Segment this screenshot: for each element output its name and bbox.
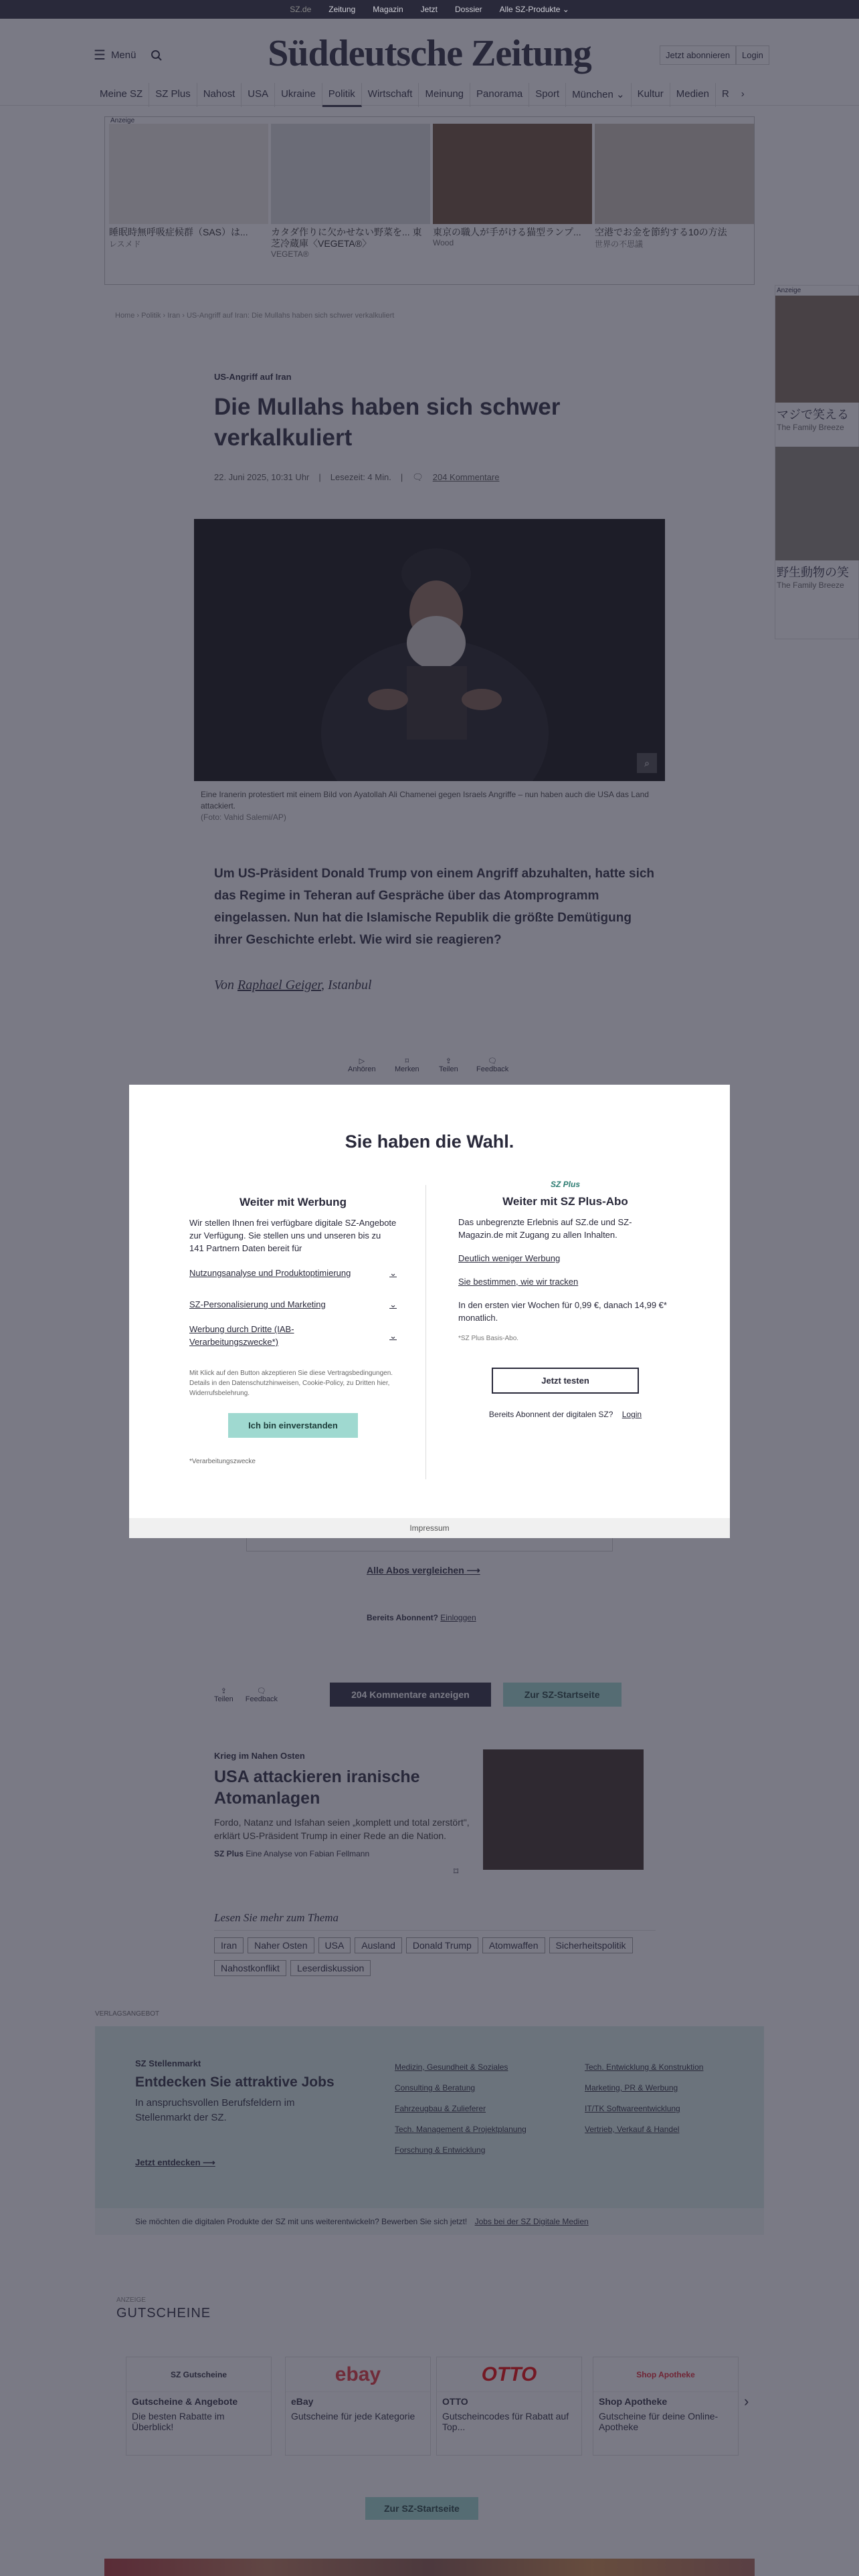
accordion-label: Nutzungsanalyse und Produktoptimierung	[189, 1268, 351, 1278]
accordion-usage[interactable]	[189, 1267, 397, 1279]
modal-divider	[425, 1185, 426, 1479]
topbar-link-jetzt[interactable]: Jetzt	[420, 5, 438, 14]
chevron-down-icon: ⌄	[389, 1299, 397, 1309]
topbar-link-sz[interactable]: SZ.de	[290, 5, 312, 14]
chevron-down-icon: ⌄	[389, 1330, 397, 1341]
topbar-link-products[interactable]: Alle SZ-Produkte ⌄	[499, 5, 569, 14]
sz-plus-logo: SZ Plus	[550, 1180, 580, 1189]
modal-login-link[interactable]: Login	[622, 1410, 642, 1419]
consent-fineprint: Mit Klick auf den Button akzeptieren Sie diese Vertragsbedingungen. Details in den Datenschutzhinweisen, Cookie-Policy, zu Dritten hier, Widerrufsbelehrung.	[189, 1370, 393, 1397]
purposes-link[interactable]: *Verarbeitungszwecke	[189, 1458, 256, 1465]
abo-note: *SZ Plus Basis-Abo.	[458, 1335, 519, 1342]
accordion-third-party[interactable]	[189, 1323, 397, 1348]
topbar-link-magazin[interactable]: Magazin	[373, 5, 403, 14]
consent-abo-column	[458, 1178, 672, 1421]
impressum-link[interactable]: Impressum	[129, 1518, 730, 1538]
ads-heading: Weiter mit Werbung	[240, 1196, 347, 1208]
topbar-link-dossier[interactable]: Dossier	[454, 5, 482, 14]
ads-text: Wir stellen Ihnen frei verfügbare digitale SZ-Angebote zur Verfügung. Sie stellen uns und unseren bis zu 141 Partnern Daten bereit für	[189, 1218, 397, 1253]
accordion-personalisation[interactable]	[189, 1298, 397, 1311]
abo-price: In den ersten vier Wochen für 0,99 €, danach 14,99 €* monatlich.	[458, 1300, 667, 1323]
topbar-link-zeitung[interactable]: Zeitung	[328, 5, 356, 14]
modal-title: Sie haben die Wahl.	[345, 1132, 514, 1152]
accept-button[interactable]: Ich bin einverstanden	[228, 1413, 358, 1438]
accordion-label: SZ-Personalisierung und Marketing	[189, 1299, 326, 1309]
accordion-label: Werbung durch Dritte (IAB-Verarbeitungszwecke*)	[189, 1324, 294, 1347]
top-bar	[0, 0, 859, 19]
already-subscriber-text: Bereits Abonnent der digitalen SZ?	[488, 1410, 613, 1419]
abo-text: Das unbegrenzte Erlebnis auf SZ.de und SZ-Magazin.de mit Zugang zu allen Inhalten.	[458, 1217, 632, 1240]
tracking-link[interactable]: Sie bestimmen, wie wir tracken	[458, 1277, 579, 1287]
consent-ads-column	[189, 1196, 397, 1468]
abo-login-row	[458, 1408, 672, 1421]
try-abo-button[interactable]: Jetzt testen	[492, 1368, 639, 1394]
less-ads-link[interactable]: Deutlich weniger Werbung	[458, 1253, 561, 1263]
chevron-down-icon: ⌄	[389, 1268, 397, 1278]
consent-modal	[129, 1085, 730, 1538]
abo-heading: Weiter mit SZ Plus-Abo	[502, 1195, 628, 1208]
